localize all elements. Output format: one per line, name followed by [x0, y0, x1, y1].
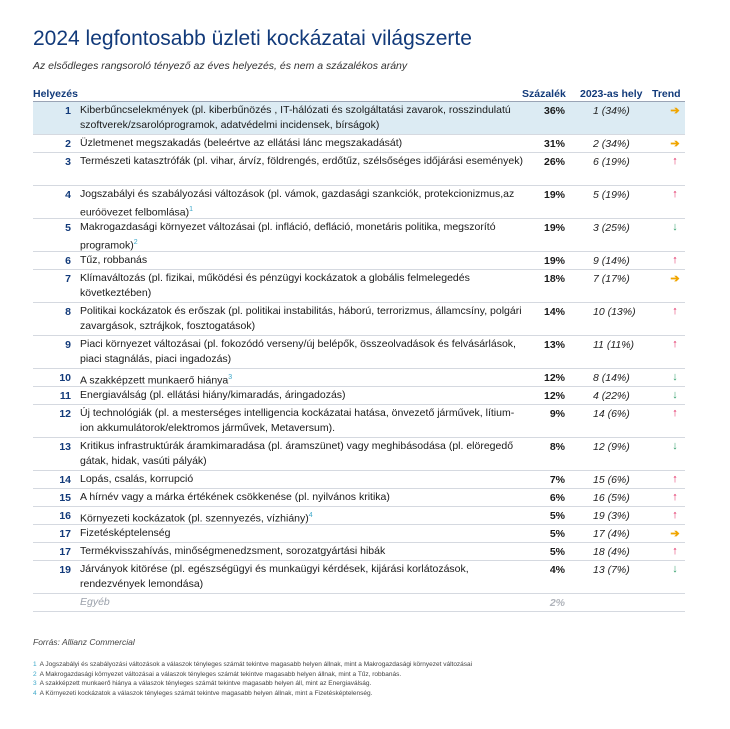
rank-cell: 17 — [59, 546, 71, 558]
previous-rank-cell: 6 (19%) — [593, 156, 630, 168]
trend-up-icon: ↑ — [672, 545, 678, 557]
risk-description — [80, 304, 525, 334]
previous-rank-cell: 12 (9%) — [593, 441, 630, 453]
rank-cell: 17 — [59, 528, 71, 540]
risk-description — [80, 136, 525, 151]
percent-cell: 5% — [549, 546, 565, 558]
page-title: 2024 legfontosabb üzleti kockázatai világszerte — [33, 27, 472, 50]
table-row — [33, 525, 685, 543]
rank-cell: 9 — [65, 339, 71, 351]
rank-cell: 12 — [59, 408, 71, 420]
footnote — [33, 660, 472, 670]
footnote-number: 2 — [33, 670, 37, 678]
risk-description — [80, 439, 525, 469]
previous-rank-cell: 15 (6%) — [593, 474, 630, 486]
percent-cell: 13% — [543, 339, 565, 351]
table-row — [33, 438, 685, 471]
percent-cell: 9% — [549, 408, 565, 420]
trend-steady-icon: ➔ — [670, 105, 680, 117]
risk-text: Piaci környezet változásai (pl. fokozódó verseny/új belépők, összeolvadások és felvásárlások, piaci stagnálás, piaci ingadozás) — [80, 338, 516, 365]
trend-steady-icon: ➔ — [670, 273, 680, 285]
column-header-rank: Helyezés — [33, 88, 78, 100]
percent-cell: 4% — [549, 564, 565, 576]
percent-cell: 26% — [543, 156, 565, 168]
previous-rank-cell: 7 (17%) — [593, 273, 630, 285]
risk-text: Kiberbűncselekmények (pl. kiberbűnözés , IT-hálózati és szolgáltatási zavarok, rosszindulatú szoftverek/zsarolóprogramok, adatvédelmi incidensek, bírságok) — [80, 104, 511, 131]
table-row — [33, 102, 685, 135]
table-row — [33, 153, 685, 186]
risk-text: Környezeti kockázatok (pl. szennyezés, vízhiány) — [80, 512, 309, 525]
risk-description — [80, 154, 525, 169]
percent-cell: 7% — [549, 474, 565, 486]
risk-text: Kritikus infrastruktúrák áramkimaradása (pl. áramszünet) vagy meghibásodása (pl. elöregedő gátak, hidak, vasúti pályák) — [80, 440, 514, 467]
risk-text: A szakképzett munkaerő hiánya — [80, 374, 229, 387]
percent-cell: 12% — [543, 390, 565, 402]
previous-rank-cell: 19 (3%) — [593, 510, 630, 522]
risk-description — [80, 595, 525, 610]
risk-text: A hírnév vagy a márka értékének csökkenése (pl. nyilvános kritika) — [80, 491, 390, 503]
trend-down-icon: ↓ — [672, 221, 678, 233]
rank-cell: 8 — [65, 306, 71, 318]
risk-description — [80, 388, 525, 403]
risk-text: Új technológiák (pl. a mesterséges intelligencia kockázatai hatása, önvezető járművek, lítium-ion akkumulátorok/elektromos járművek, Metaversum). — [80, 407, 515, 434]
risk-description — [80, 253, 525, 268]
previous-rank-cell: 4 (22%) — [593, 390, 630, 402]
footnote-marker: 3 — [228, 374, 233, 381]
previous-rank-cell: 18 (4%) — [593, 546, 630, 558]
risk-text: Járványok kitörése (pl. egészségügyi és munkaügyi kérdések, kijárási korlátozások, rendezvények lemondása) — [80, 563, 469, 590]
trend-down-icon: ↓ — [672, 563, 678, 575]
footnotes — [33, 660, 472, 698]
table-row — [33, 543, 685, 561]
column-header-previous-rank: 2023-as hely — [580, 88, 643, 100]
trend-up-icon: ↑ — [672, 473, 678, 485]
previous-rank-cell: 14 (6%) — [593, 408, 630, 420]
risk-text: Fizetésképtelenség — [80, 527, 171, 539]
footnote-text: A Környezeti kockázatok a válaszok tényleges számát tekintve magasabb helyen állnak, mint a Fizetésképtelenség. — [39, 689, 373, 697]
trend-steady-icon: ➔ — [670, 138, 680, 150]
table-row — [33, 270, 685, 303]
trend-up-icon: ↑ — [672, 491, 678, 503]
rank-cell: 15 — [59, 492, 71, 504]
page-subtitle: Az elsődleges rangsoroló tényező az éves helyezés, és nem a százalékos arány — [33, 60, 408, 72]
footnote-number: 3 — [33, 680, 37, 687]
percent-cell: 6% — [549, 492, 565, 504]
table-row — [33, 303, 685, 336]
table-row — [33, 489, 685, 507]
risk-description — [80, 103, 525, 133]
column-header-trend: Trend — [652, 88, 681, 100]
risk-description — [80, 562, 525, 592]
rank-cell: 3 — [65, 156, 71, 168]
table-row — [33, 405, 685, 438]
risk-description — [80, 406, 525, 436]
rank-cell: 13 — [59, 441, 71, 453]
rank-cell: 14 — [59, 474, 71, 486]
percent-cell: 19% — [543, 255, 565, 267]
risk-text: Lopás, csalás, korrupció — [80, 473, 194, 485]
previous-rank-cell: 2 (34%) — [593, 138, 630, 150]
percent-cell: 8% — [549, 441, 565, 453]
risk-description — [80, 271, 525, 301]
risk-description — [80, 220, 525, 254]
risk-text: Egyéb — [80, 596, 110, 608]
previous-rank-cell: 16 (5%) — [593, 492, 630, 504]
column-header-percent: Százalék — [522, 88, 566, 100]
risk-text: Üzletmenet megszakadás (beleértve az ellátási lánc megszakadását) — [80, 137, 403, 149]
trend-up-icon: ↑ — [672, 509, 678, 521]
risk-description — [80, 472, 525, 487]
table-row-other — [33, 594, 685, 612]
rank-cell: 7 — [65, 273, 71, 285]
trend-up-icon: ↑ — [672, 305, 678, 317]
percent-cell: 18% — [543, 273, 565, 285]
table-row — [33, 507, 685, 525]
percent-cell: 19% — [543, 222, 565, 234]
table-row — [33, 336, 685, 369]
risk-text: Termékvisszahívás, minőségmenedzsment, sorozatgyártási hibák — [80, 545, 386, 557]
previous-rank-cell: 10 (13%) — [593, 306, 636, 318]
risk-description — [80, 508, 525, 527]
rank-cell: 16 — [59, 510, 71, 522]
percent-cell: 31% — [543, 138, 565, 150]
rank-cell: 1 — [65, 105, 71, 117]
previous-rank-cell: 5 (19%) — [593, 189, 630, 201]
rank-cell: 2 — [65, 138, 71, 150]
trend-up-icon: ↑ — [672, 254, 678, 266]
trend-up-icon: ↑ — [672, 188, 678, 200]
risk-table — [33, 102, 685, 612]
percent-cell: 12% — [543, 372, 565, 384]
trend-steady-icon: ➔ — [670, 528, 680, 540]
rank-cell: 10 — [59, 372, 71, 384]
percent-cell: 5% — [549, 510, 565, 522]
footnote-marker: 4 — [308, 512, 313, 519]
footnote-text: A Jogszabályi és szabályozási változások a válaszok tényleges számát tekintve magasabb helyen állnak, mint a Makrogazdasági környezet változásai — [39, 661, 473, 668]
footnote-text: A Makrogazdasági környezet változásai a válaszok tényleges számát tekintve magasabb helyen állnak, mint a Tűz, robbanás. — [39, 670, 402, 678]
footnote-number: 4 — [33, 689, 37, 697]
footnote-number: 1 — [33, 661, 37, 668]
footnote — [33, 689, 472, 699]
table-row — [33, 561, 685, 594]
risk-text: Jogszabályi és szabályozási változások (pl. vámok, gazdasági szankciók, protekcionizmus,az euróövezet felbomlása) — [80, 188, 515, 219]
percent-cell: 36% — [543, 105, 565, 117]
previous-rank-cell: 1 (34%) — [593, 105, 630, 117]
risk-description — [80, 337, 525, 367]
previous-rank-cell: 11 (11%) — [593, 339, 635, 351]
risk-description — [80, 526, 525, 541]
table-row — [33, 186, 685, 219]
previous-rank-cell: 3 (25%) — [593, 222, 630, 234]
trend-up-icon: ↑ — [672, 155, 678, 167]
source-note: Forrás: Allianz Commercial — [33, 637, 135, 647]
footnote-marker: 1 — [189, 206, 194, 213]
previous-rank-cell: 13 (7%) — [593, 564, 630, 576]
risk-text: Makrogazdasági környezet változásai (pl. infláció, defláció, monetáris politika, megszorító programok) — [80, 221, 496, 252]
previous-rank-cell: 17 (4%) — [593, 528, 630, 540]
percent-cell: 2% — [549, 597, 565, 609]
rank-cell: 19 — [59, 564, 71, 576]
rank-cell: 6 — [65, 255, 71, 267]
trend-down-icon: ↓ — [672, 371, 678, 383]
risk-description — [80, 187, 525, 221]
risk-description — [80, 370, 525, 389]
percent-cell: 14% — [543, 306, 565, 318]
risk-text: Tűz, robbanás — [80, 254, 148, 266]
rank-cell: 5 — [65, 222, 71, 234]
table-row — [33, 387, 685, 405]
footnote-text: A szakképzett munkaerő hiánya a válaszok tényleges számát tekintve magasabb helyen áll, mint az Energiaválság. — [39, 680, 372, 687]
table-row — [33, 219, 685, 252]
table-row — [33, 369, 685, 387]
risk-text: Klímaváltozás (pl. fizikai, működési és pénzügyi kockázatok a globális felmelegedés következtében) — [80, 272, 470, 299]
risk-text: Energiaválság (pl. ellátási hiány/kimaradás, áringadozás) — [80, 389, 346, 401]
footnote-marker: 2 — [133, 239, 138, 246]
footnote — [33, 679, 472, 689]
trend-down-icon: ↓ — [672, 389, 678, 401]
rank-cell: 4 — [65, 189, 71, 201]
footnote — [33, 670, 472, 680]
trend-up-icon: ↑ — [672, 407, 678, 419]
risk-text: Természeti katasztrófák (pl. vihar, árvíz, földrengés, erdőtűz, szélsőséges időjárási események) — [80, 155, 523, 167]
risk-description — [80, 490, 525, 505]
risk-description — [80, 544, 525, 559]
table-row — [33, 135, 685, 153]
percent-cell: 5% — [549, 528, 565, 540]
percent-cell: 19% — [543, 189, 565, 201]
table-row — [33, 252, 685, 270]
table-row — [33, 471, 685, 489]
previous-rank-cell: 8 (14%) — [593, 372, 630, 384]
previous-rank-cell: 9 (14%) — [593, 255, 630, 267]
risk-text: Politikai kockázatok és erőszak (pl. politikai instabilitás, háború, terrorizmus, államcsíny, polgári zavargások, sztrájkok, fosztogatások) — [80, 305, 522, 332]
trend-up-icon: ↑ — [672, 338, 678, 350]
trend-down-icon: ↓ — [672, 440, 678, 452]
rank-cell: 11 — [59, 390, 71, 402]
